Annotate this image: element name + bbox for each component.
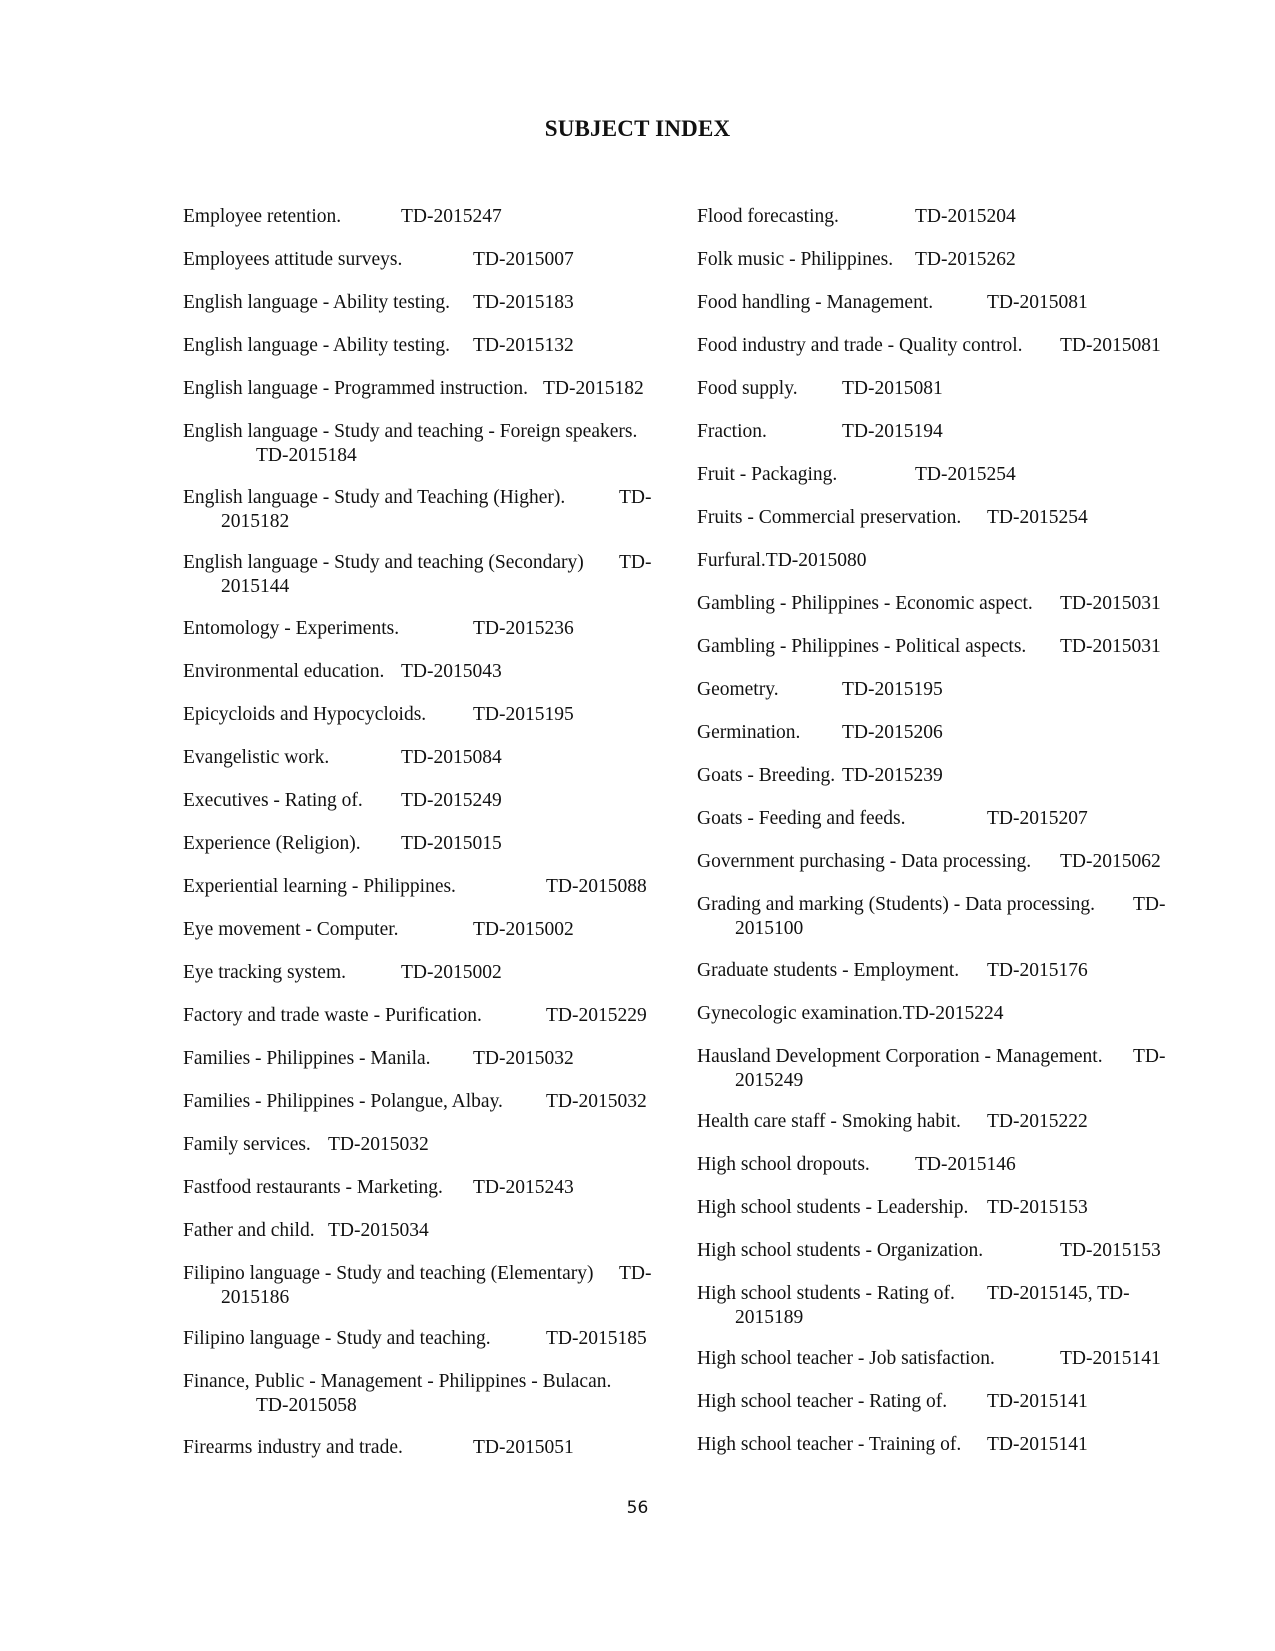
page-number: 56 [626,1498,649,1518]
index-code-continued: 2015249 [735,1070,804,1091]
index-code: TD-2015034 [328,1220,429,1241]
index-code: TD-2015062 [1060,851,1161,872]
index-code: TD-2015081 [1060,335,1161,356]
index-term: Gambling - Philippines - Economic aspect. [697,593,1033,614]
index-term: Food industry and trade - Quality control. [697,335,1023,356]
index-term: English language - Ability testing. [183,292,451,313]
index-code: TD-2015015 [401,833,502,854]
index-term: Gambling - Philippines - Political aspects. [697,636,1027,657]
index-code: TD-2015184 [256,445,357,466]
index-term: Gynecologic examination. [697,1003,903,1024]
index-term: Employee retention. [183,206,342,227]
index-term: English language - Study and teaching (Secondary) [183,552,584,573]
index-code: TD- [1133,894,1166,915]
index-term: Goats - Feeding and feeds. [697,808,906,829]
index-code: TD-2015206 [842,722,943,743]
index-term: Eye tracking system. [183,962,346,983]
index-code: TD-2015145, TD- [987,1283,1130,1304]
index-term: Grading and marking (Students) - Data processing. [697,894,1096,915]
index-term: Epicycloids and Hypocycloids. [183,704,427,725]
index-term: Fruit - Packaging. [697,464,838,485]
index-code: TD-2015002 [473,919,574,940]
index-code: TD-2015153 [987,1197,1088,1218]
index-term: Fraction. [697,421,767,442]
index-term: Eye movement - Computer. [183,919,399,940]
index-term: Experiential learning - Philippines. [183,876,456,897]
index-code: TD- [619,552,652,573]
index-entry [697,1002,1175,1026]
index-term: Health care staff - Smoking habit. [697,1111,961,1132]
index-code: TD-2015031 [1060,636,1161,657]
index-term: Family services. [183,1134,311,1155]
index-code-continued: 2015189 [735,1307,804,1328]
index-term: Government purchasing - Data processing. [697,851,1032,872]
index-code: TD-2015141 [987,1391,1088,1412]
index-code: TD-2015185 [546,1328,647,1349]
index-term: High school students - Leadership. [697,1197,969,1218]
index-term: Food supply. [697,378,798,399]
index-code: TD-2015204 [915,206,1016,227]
index-code: TD-2015080 [765,550,867,571]
index-term: Folk music - Philippines. [697,249,894,270]
index-term: Firearms industry and trade. [183,1437,403,1458]
index-code: TD-2015088 [546,876,647,897]
index-code: TD-2015239 [842,765,943,786]
index-term: High school students - Organization. [697,1240,984,1261]
index-code-continued: 2015100 [735,918,804,939]
index-term: Fruits - Commercial preservation. [697,507,962,528]
index-term: Father and child. [183,1220,315,1241]
index-code: TD-2015229 [546,1005,647,1026]
index-code-continued: 2015144 [221,576,290,597]
index-code: TD-2015222 [987,1111,1088,1132]
index-code: TD-2015146 [915,1154,1016,1175]
index-code: TD-2015182 [543,378,644,399]
index-term: Food handling - Management. [697,292,934,313]
index-code: TD-2015207 [987,808,1088,829]
index-code: TD-2015195 [842,679,943,700]
index-code: TD-2015058 [256,1395,357,1416]
index-term: English language - Study and Teaching (Higher). [183,487,566,508]
index-code: TD-2015194 [842,421,943,442]
index-code: TD-2015224 [902,1003,1004,1024]
index-code: TD-2015132 [473,335,574,356]
index-term: Families - Philippines - Polangue, Albay. [183,1091,503,1112]
index-code: TD-2015032 [546,1091,647,1112]
index-code: TD-2015031 [1060,593,1161,614]
index-term: Evangelistic work. [183,747,330,768]
index-code: TD-2015176 [987,960,1088,981]
index-code: TD-2015002 [401,962,502,983]
index-entry [183,1370,663,1418]
index-term: Employees attitude surveys. [183,249,403,270]
index-term: Finance, Public - Management - Philippines - Bulacan. [183,1371,612,1392]
index-code: TD-2015081 [842,378,943,399]
index-code: TD-2015051 [473,1437,574,1458]
index-term: Filipino language - Study and teaching (Elementary) [183,1263,594,1284]
index-entry [697,549,1175,573]
index-term: English language - Ability testing. [183,335,451,356]
index-term: Environmental education. [183,661,385,682]
index-term: Families - Philippines - Manila. [183,1048,431,1069]
index-code: TD-2015141 [987,1434,1088,1455]
index-term: Executives - Rating of. [183,790,363,811]
index-code: TD-2015236 [473,618,574,639]
index-code: TD-2015084 [401,747,502,768]
index-term: Graduate students - Employment. [697,960,960,981]
index-code: TD-2015262 [915,249,1016,270]
index-code: TD-2015043 [401,661,502,682]
index-term: Factory and trade waste - Purification. [183,1005,482,1026]
index-term: Fastfood restaurants - Marketing. [183,1177,443,1198]
index-term: High school students - Rating of. [697,1283,955,1304]
index-term: Goats - Breeding. [697,765,836,786]
index-term: High school teacher - Training of. [697,1434,962,1455]
index-term: Furfural. [697,550,766,571]
index-code: TD-2015183 [473,292,574,313]
index-term: Experience (Religion). [183,833,361,854]
index-code: TD-2015247 [401,206,502,227]
index-term: Entomology - Experiments. [183,618,400,639]
index-term: English language - Study and teaching - Foreign speakers. [183,421,638,442]
index-code: TD-2015254 [987,507,1088,528]
index-term: Flood forecasting. [697,206,839,227]
index-code: TD-2015032 [328,1134,429,1155]
index-entry [183,420,663,468]
index-code: TD-2015007 [473,249,574,270]
index-term: High school dropouts. [697,1154,870,1175]
index-code-continued: 2015182 [221,511,290,532]
index-code: TD- [619,1263,652,1284]
page-title: SUBJECT INDEX [544,116,731,141]
index-code: TD-2015195 [473,704,574,725]
index-term: High school teacher - Rating of. [697,1391,948,1412]
index-term: High school teacher - Job satisfaction. [697,1348,995,1369]
index-code: TD-2015153 [1060,1240,1161,1261]
index-term: Germination. [697,722,801,743]
index-term: Filipino language - Study and teaching. [183,1328,491,1349]
index-code: TD- [1133,1046,1166,1067]
index-term: English language - Programmed instruction. [183,378,528,399]
index-code: TD-2015243 [473,1177,574,1198]
index-code: TD-2015032 [473,1048,574,1069]
index-code: TD- [619,487,652,508]
index-code: TD-2015254 [915,464,1016,485]
index-code: TD-2015141 [1060,1348,1161,1369]
index-code-continued: 2015186 [221,1287,290,1308]
index-term: Geometry. [697,679,779,700]
index-code: TD-2015249 [401,790,502,811]
index-code: TD-2015081 [987,292,1088,313]
index-term: Hausland Development Corporation - Management. [697,1046,1103,1067]
